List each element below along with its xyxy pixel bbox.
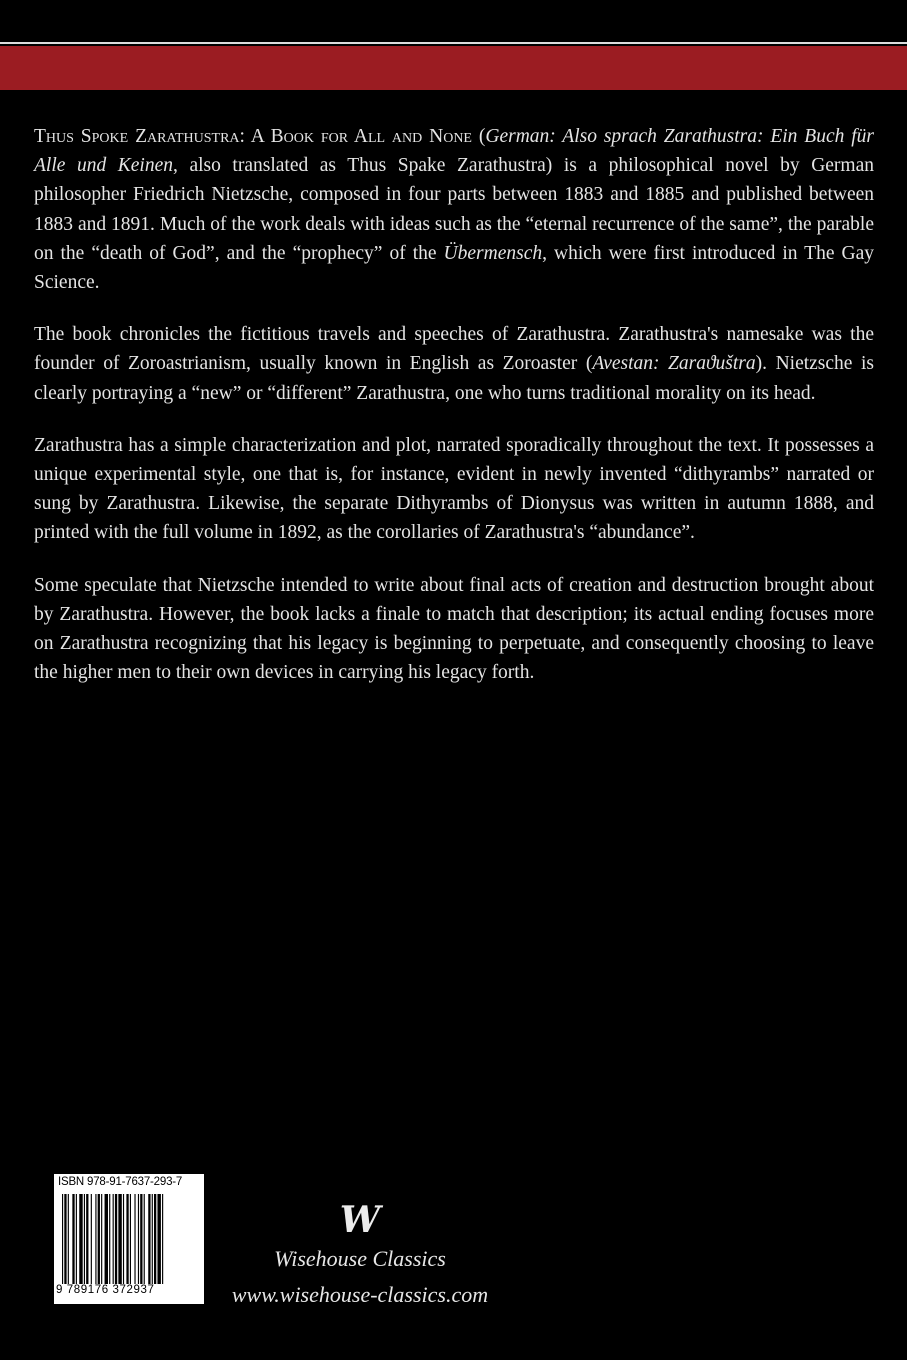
paragraph-1-text-a: (	[472, 126, 486, 147]
barcode-bar	[109, 1194, 110, 1286]
paragraph-2-text-a: The book chronicles the fictitious travels and speeches of Zarathustra. Zarathustra's namesake was the founder of Zoroastrianism, usually known in English as Zoroaster (	[34, 324, 874, 375]
barcode-bar	[76, 1194, 77, 1286]
barcode-bar	[157, 1194, 160, 1286]
barcode-bar	[138, 1194, 139, 1286]
barcode-bar	[98, 1194, 100, 1286]
barcode-bar	[84, 1194, 85, 1286]
barcode-bar	[152, 1194, 153, 1286]
book-title-small-caps: Thus Spoke Zarathustra: A Book for All and None	[34, 126, 472, 147]
publisher-name: Wisehouse Classics	[274, 1246, 446, 1271]
barcode-bar	[126, 1194, 128, 1286]
paragraph-2-text-b: ). Nietzsche is clearly portraying a “new” or “different” Zarathustra, one who turns traditional morality on its head.	[34, 353, 874, 404]
barcode-bar	[68, 1194, 69, 1286]
barcode-bar	[162, 1194, 163, 1286]
barcode-bar	[91, 1194, 92, 1286]
blurb-text	[34, 122, 874, 710]
german-title-italic: German: Also sprach Zarathustra: Ein Buch für Alle und Keinen	[34, 126, 874, 177]
paragraph-4: Some speculate that Nietzsche intended to write about final acts of creation and destruction brought about by Zarathustra. However, the book lacks a finale to match that description; its actual ending focuses more on Zarathustra recognizing that his legacy is beginning to perpetuate, and consequently choosing to leave the higher men to their own devices in carrying his legacy forth.	[34, 574, 874, 684]
publisher-url[interactable]: www.wisehouse-classics.com	[231, 1282, 489, 1307]
red-band	[0, 46, 907, 90]
paragraph-1-text-c: , which were first introduced in The Gay Science.	[34, 242, 874, 294]
barcode-bar	[130, 1194, 131, 1286]
barcode-bar	[115, 1194, 117, 1286]
barcode-bar	[134, 1194, 135, 1286]
publisher-logo-icon: W	[339, 1199, 381, 1241]
paragraph-1	[34, 122, 874, 297]
paragraph-3: Zarathustra has a simple characterization and plot, narrated sporadically throughout the text. It possesses a unique experimental style, one that is, for instance, evident in newly invented “dithyrambs” narrated or sung by Zarathustra. Likewise, the separate Dithyrambs of Dionysus was written in autumn 1888, and printed with the full volume in 1892, as the corollaries of Zarathustra's “abundance”.	[34, 434, 874, 544]
barcode-bar	[72, 1194, 74, 1286]
barcode-bar	[101, 1194, 102, 1286]
barcode-bar	[64, 1194, 66, 1286]
barcode-bar	[148, 1194, 150, 1286]
paragraph-2	[34, 320, 874, 408]
barcode-bars	[60, 1194, 198, 1286]
barcode-bar	[62, 1194, 63, 1286]
ubermensch-italic: Übermensch	[443, 242, 543, 264]
avestan-italic: Avestan: Zaraϑuštra	[592, 353, 756, 375]
barcode-bar	[118, 1194, 121, 1286]
isbn-label: ISBN 978-91-7637-293-7	[58, 1176, 183, 1188]
barcode-bar	[144, 1194, 145, 1286]
barcode-bar	[154, 1194, 156, 1286]
barcode-bar	[113, 1194, 114, 1286]
top-rule-line	[0, 42, 907, 44]
barcode-bar	[95, 1194, 96, 1286]
paragraph-1-text-b: , also translated as Thus Spake Zarathustra) is a philosophical novel by German philosopher Friedrich Nietzsche, composed in four parts between 1883 and 1885 and published between 1883 and 1891. Much of the work deals with ideas such as the “eternal recurrence of the same”, the parable on the “death of God”, and the “prophecy” of the	[34, 155, 874, 264]
barcode-bar	[79, 1194, 82, 1286]
barcode-bar	[123, 1194, 124, 1286]
publisher-block	[230, 1200, 490, 1308]
isbn-barcode	[54, 1174, 204, 1304]
barcode-bar	[140, 1194, 142, 1286]
barcode-bar	[86, 1194, 88, 1286]
barcode-bar	[105, 1194, 108, 1286]
ean-digits: 9 789176 372937	[56, 1284, 202, 1296]
